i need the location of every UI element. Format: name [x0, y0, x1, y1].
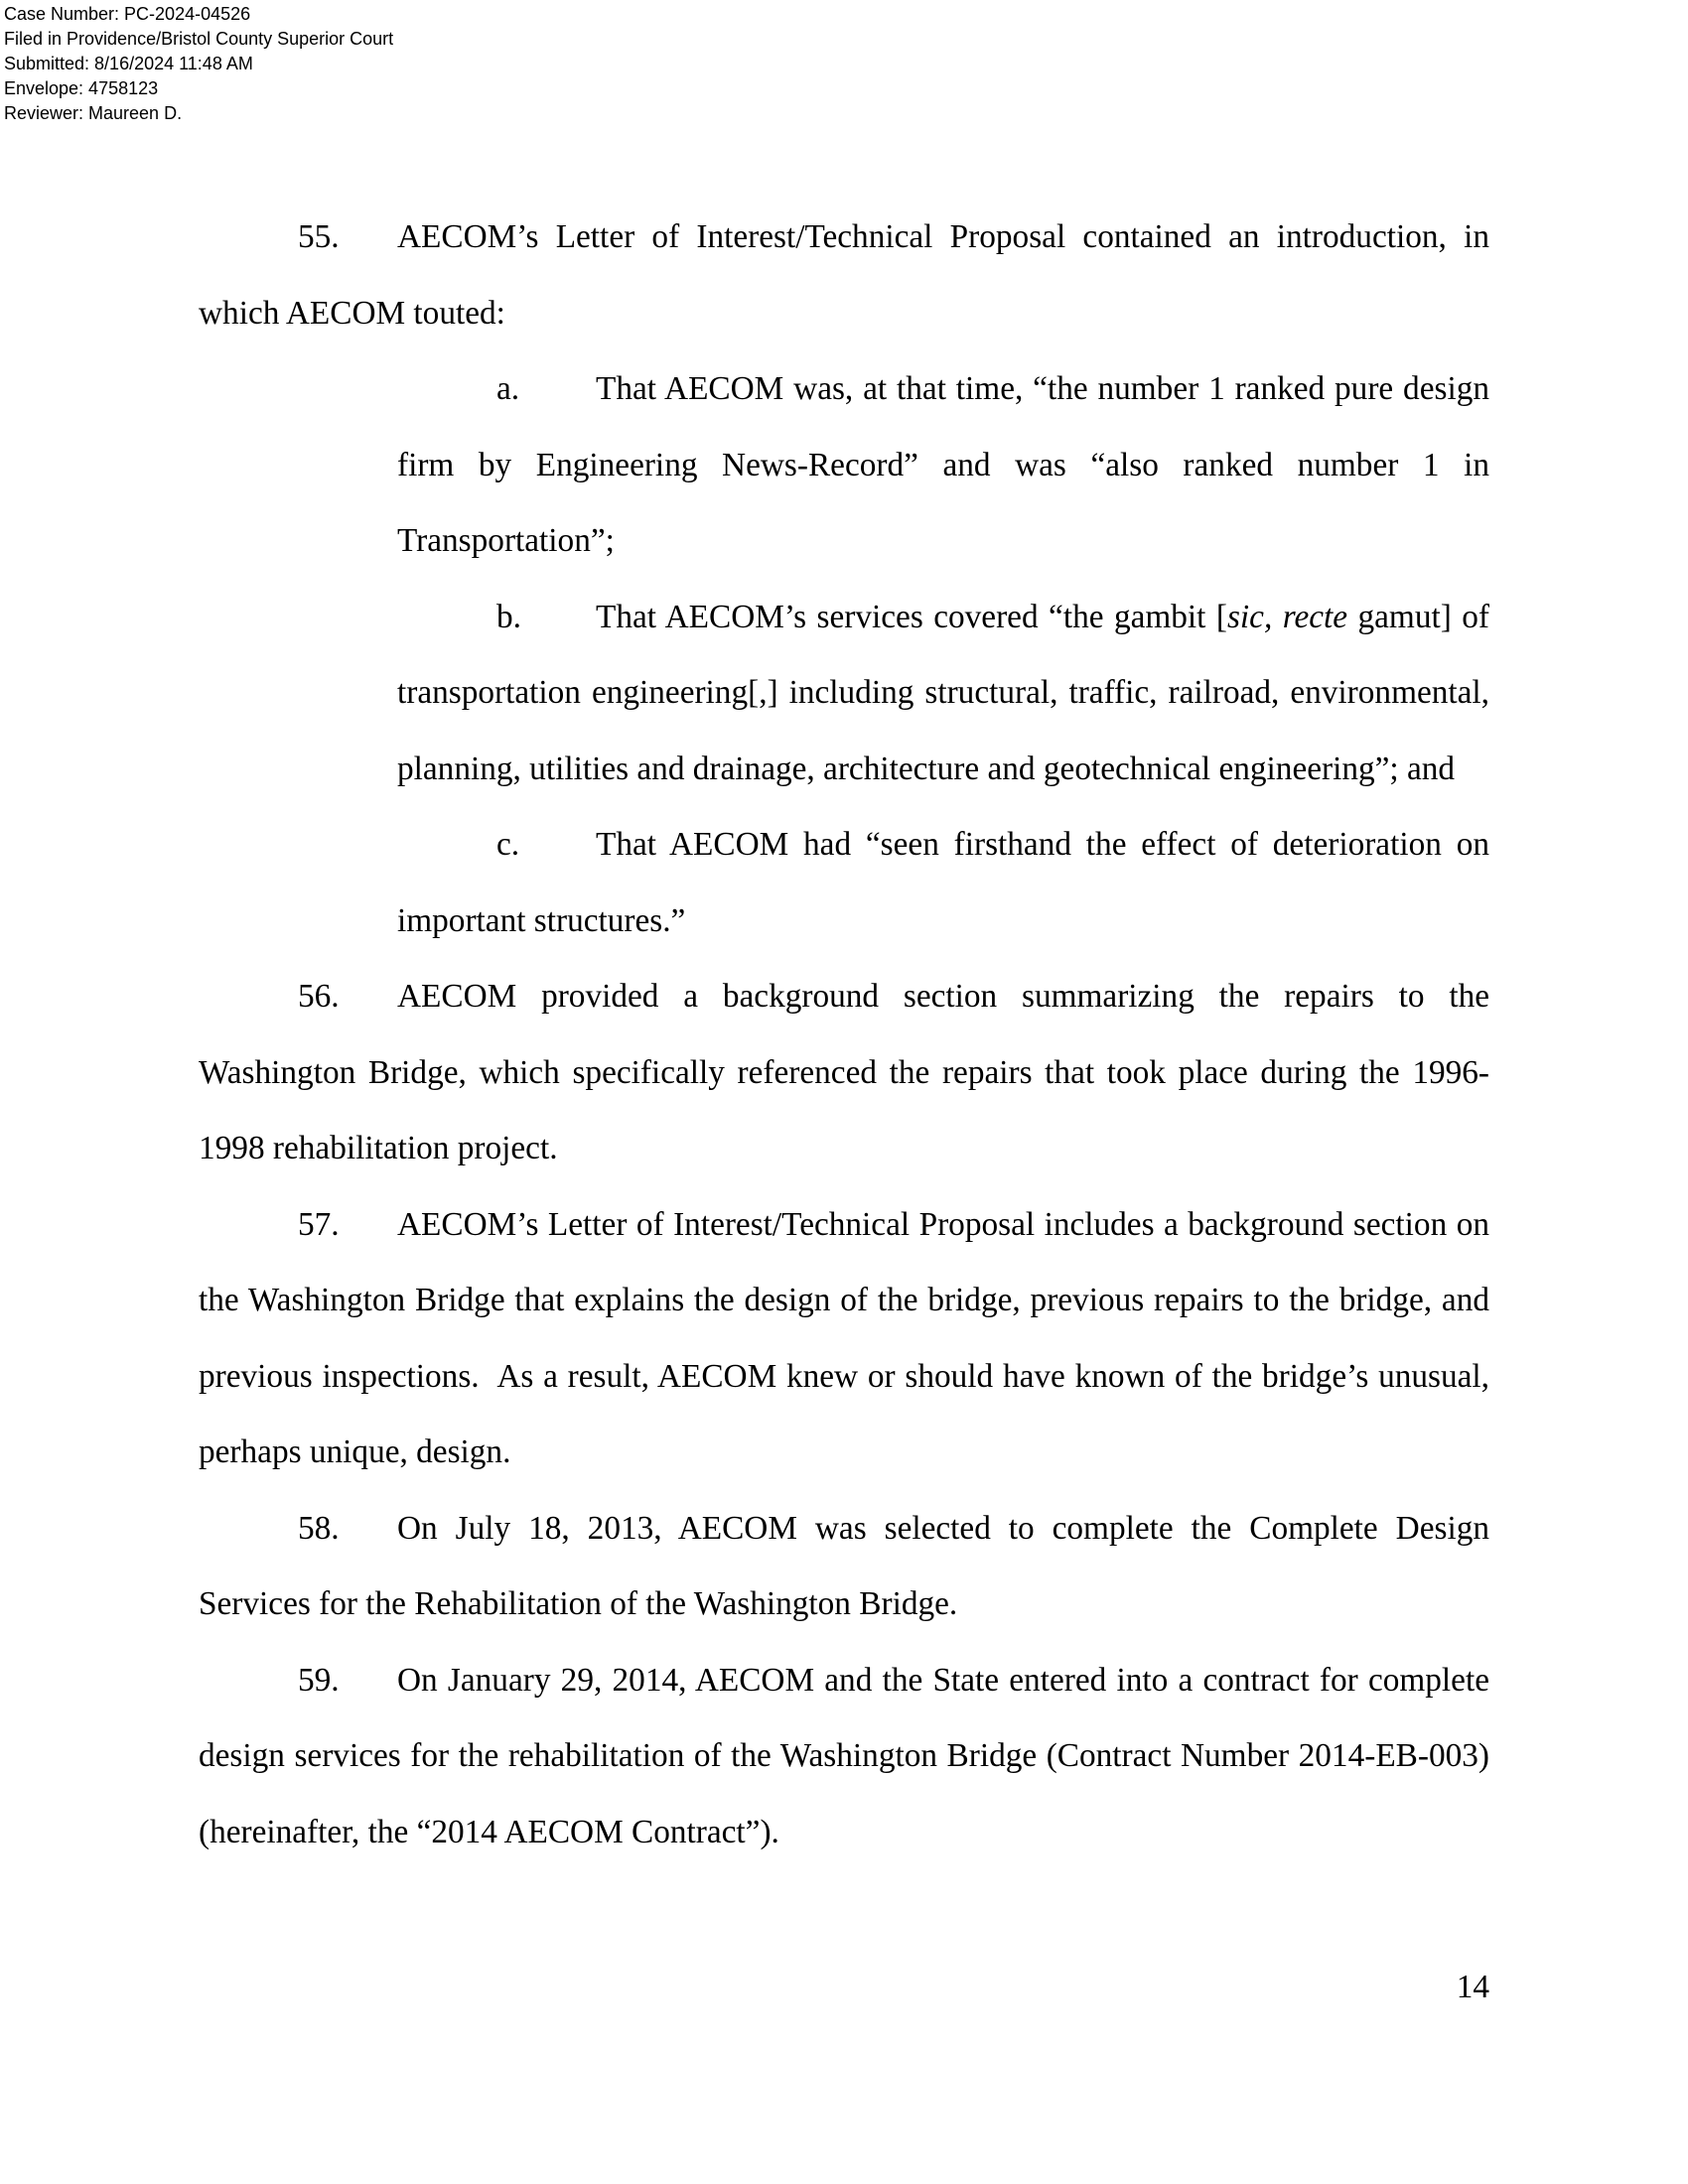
subparagraph-a-letter: a. — [496, 370, 520, 407]
paragraph-57 — [199, 1187, 1489, 1491]
paragraph-56 — [199, 959, 1489, 1187]
subparagraph-a-text: That AECOM was, at that time, “the number 1 ranked pure design firm by Engineering News-Record” and was “also ranked number 1 in Transportation”; — [397, 370, 1489, 559]
subparagraph-c — [199, 807, 1489, 959]
paragraph-59 — [199, 1643, 1489, 1871]
paragraph-55-number: 55. — [298, 218, 340, 255]
stamp-submitted: Submitted: 8/16/2024 11:48 AM — [4, 54, 253, 73]
subparagraph-b-letter: b. — [496, 598, 521, 635]
subparagraph-b-text-post: gamut] of transportation engineering[,] including structural, traffic, railroad, environmental, planning, utilities and drainage, architecture and geotechnical engineering”; and — [397, 598, 1489, 787]
page-number: 14 — [1456, 1969, 1489, 2005]
paragraph-59-text: On January 29, 2014, AECOM and the State entered into a contract for complete design services for the rehabilitation of the Washington Bridge (Contract Number 2014-EB-003) (hereinafter, the “2014 AECOM Contract”). — [199, 1661, 1489, 1850]
paragraph-56-text: AECOM provided a background section summarizing the repairs to the Washington Bridge, which specifically referenced the repairs that took place during the 1996-1998 rehabilitation project. — [199, 978, 1489, 1166]
paragraph-57-text: AECOM’s Letter of Interest/Technical Proposal includes a background section on the Washington Bridge that explains the design of the bridge, previous repairs to the bridge, and previous inspections. As a result, AECOM knew or should have known of the bridge’s unusual, perhaps unique, design. — [199, 1205, 1489, 1470]
paragraph-58 — [199, 1491, 1489, 1643]
paragraph-57-number: 57. — [298, 1205, 340, 1243]
efiling-stamp — [4, 2, 393, 126]
subparagraph-b — [199, 580, 1489, 808]
stamp-envelope: Envelope: 4758123 — [4, 78, 159, 98]
subparagraph-c-text: That AECOM had “seen firsthand the effect of deterioration on important structures.” — [397, 826, 1489, 939]
paragraph-55-text: AECOM’s Letter of Interest/Technical Proposal contained an introduction, in which AECOM touted: — [199, 218, 1489, 332]
paragraph-58-number: 58. — [298, 1509, 340, 1547]
paragraph-56-number: 56. — [298, 978, 340, 1015]
paragraph-58-text: On July 18, 2013, AECOM was selected to complete the Complete Design Services for the Rehabilitation of the Washington Bridge. — [199, 1509, 1489, 1622]
paragraph-59-number: 59. — [298, 1661, 340, 1699]
subparagraph-a — [199, 351, 1489, 580]
subparagraph-b-text-italic: sic, recte — [1226, 598, 1348, 635]
stamp-case-number: Case Number: PC-2024-04526 — [4, 4, 251, 24]
document-body — [199, 200, 1489, 1870]
stamp-filed-court: Filed in Providence/Bristol County Superior Court — [4, 29, 394, 49]
paragraph-55 — [199, 200, 1489, 351]
subparagraph-b-text-pre: That AECOM’s services covered “the gambit [ — [596, 598, 1227, 635]
stamp-reviewer: Reviewer: Maureen D. — [4, 103, 183, 123]
subparagraph-c-letter: c. — [496, 826, 520, 863]
